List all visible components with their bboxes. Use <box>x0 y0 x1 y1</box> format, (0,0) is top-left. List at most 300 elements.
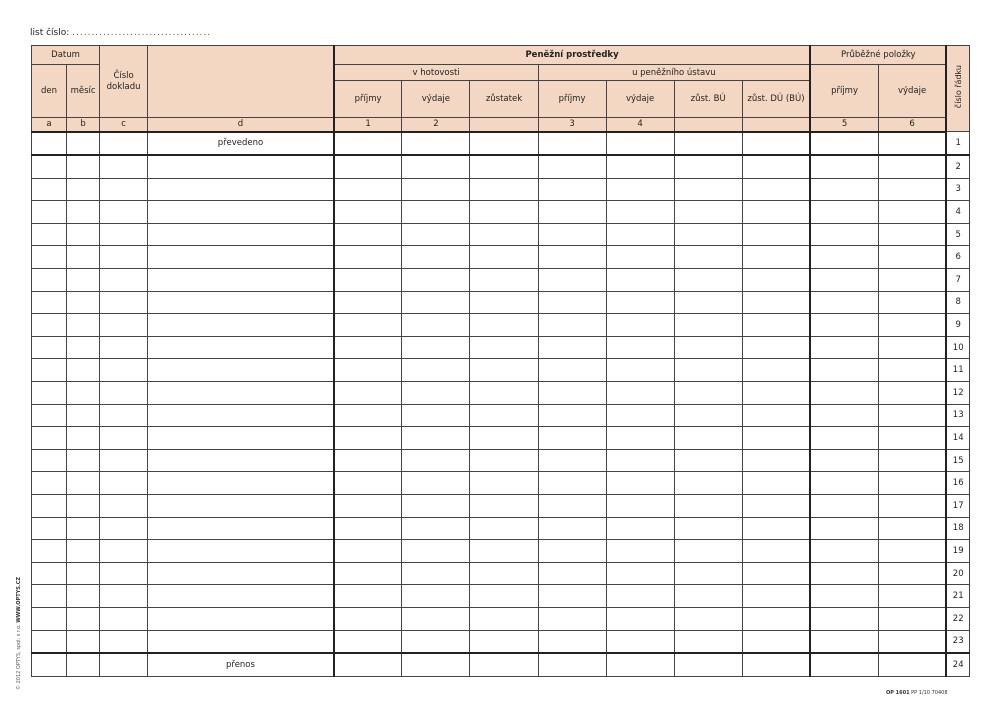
ledger-cell[interactable] <box>148 359 334 382</box>
ledger-cell[interactable] <box>148 314 334 337</box>
ledger-cell[interactable] <box>674 607 742 630</box>
ledger-cell[interactable] <box>878 495 946 518</box>
ledger-cell[interactable] <box>67 585 100 608</box>
ledger-cell[interactable] <box>674 449 742 472</box>
ledger-cell[interactable] <box>148 201 334 224</box>
ledger-cell[interactable] <box>402 178 470 201</box>
ledger-cell[interactable] <box>742 607 810 630</box>
ledger-cell[interactable] <box>148 382 334 405</box>
ledger-cell[interactable] <box>470 291 538 314</box>
ledger-cell[interactable] <box>148 223 334 246</box>
ledger-cell[interactable] <box>674 178 742 201</box>
ledger-cell[interactable] <box>810 314 878 337</box>
ledger-cell[interactable] <box>402 653 470 676</box>
ledger-cell[interactable] <box>742 178 810 201</box>
ledger-cell[interactable] <box>538 223 606 246</box>
ledger-cell[interactable] <box>32 404 67 427</box>
ledger-cell[interactable] <box>67 336 100 359</box>
ledger-cell[interactable] <box>878 246 946 269</box>
ledger-cell[interactable] <box>538 246 606 269</box>
ledger-cell[interactable] <box>538 427 606 450</box>
ledger-cell[interactable] <box>878 517 946 540</box>
ledger-cell[interactable] <box>742 449 810 472</box>
ledger-cell[interactable] <box>334 540 402 563</box>
ledger-cell-prenos[interactable]: přenos <box>148 653 334 676</box>
ledger-cell[interactable] <box>402 291 470 314</box>
ledger-cell[interactable] <box>100 314 148 337</box>
ledger-cell[interactable] <box>67 517 100 540</box>
ledger-cell[interactable] <box>538 630 606 653</box>
ledger-cell[interactable] <box>100 540 148 563</box>
ledger-cell[interactable] <box>148 269 334 292</box>
ledger-cell[interactable] <box>32 132 67 156</box>
ledger-cell[interactable] <box>674 630 742 653</box>
ledger-cell[interactable] <box>67 630 100 653</box>
ledger-cell[interactable] <box>67 223 100 246</box>
ledger-cell[interactable] <box>67 540 100 563</box>
ledger-cell-prevedeno[interactable]: převedeno <box>148 132 334 156</box>
ledger-cell[interactable] <box>674 132 742 156</box>
ledger-cell[interactable] <box>100 269 148 292</box>
ledger-cell[interactable] <box>538 449 606 472</box>
ledger-cell[interactable] <box>100 562 148 585</box>
ledger-cell[interactable] <box>148 540 334 563</box>
ledger-cell[interactable] <box>674 359 742 382</box>
ledger-cell[interactable] <box>810 427 878 450</box>
ledger-cell[interactable] <box>32 562 67 585</box>
ledger-cell[interactable] <box>470 562 538 585</box>
ledger-cell[interactable] <box>538 517 606 540</box>
ledger-cell[interactable] <box>742 314 810 337</box>
ledger-cell[interactable] <box>878 155 946 178</box>
ledger-cell[interactable] <box>67 269 100 292</box>
ledger-cell[interactable] <box>470 540 538 563</box>
ledger-cell[interactable] <box>402 585 470 608</box>
ledger-cell[interactable] <box>100 449 148 472</box>
ledger-cell[interactable] <box>538 585 606 608</box>
ledger-cell[interactable] <box>674 562 742 585</box>
ledger-cell[interactable] <box>606 562 674 585</box>
ledger-cell[interactable] <box>878 427 946 450</box>
ledger-cell[interactable] <box>810 517 878 540</box>
ledger-cell[interactable] <box>538 359 606 382</box>
ledger-cell[interactable] <box>334 472 402 495</box>
ledger-cell[interactable] <box>100 495 148 518</box>
ledger-cell[interactable] <box>538 314 606 337</box>
ledger-cell[interactable] <box>810 607 878 630</box>
ledger-cell[interactable] <box>148 495 334 518</box>
ledger-cell[interactable] <box>470 223 538 246</box>
ledger-cell[interactable] <box>810 201 878 224</box>
ledger-cell[interactable] <box>470 178 538 201</box>
ledger-cell[interactable] <box>100 132 148 156</box>
ledger-cell[interactable] <box>402 132 470 156</box>
ledger-cell[interactable] <box>742 472 810 495</box>
ledger-cell[interactable] <box>606 359 674 382</box>
ledger-cell[interactable] <box>402 607 470 630</box>
ledger-cell[interactable] <box>470 517 538 540</box>
ledger-cell[interactable] <box>878 630 946 653</box>
ledger-cell[interactable] <box>67 404 100 427</box>
ledger-cell[interactable] <box>810 562 878 585</box>
ledger-cell[interactable] <box>810 630 878 653</box>
ledger-cell[interactable] <box>67 178 100 201</box>
ledger-cell[interactable] <box>810 585 878 608</box>
ledger-cell[interactable] <box>878 132 946 156</box>
ledger-cell[interactable] <box>402 201 470 224</box>
ledger-cell[interactable] <box>742 517 810 540</box>
ledger-cell[interactable] <box>742 246 810 269</box>
ledger-cell[interactable] <box>100 653 148 676</box>
ledger-cell[interactable] <box>334 359 402 382</box>
ledger-cell[interactable] <box>148 427 334 450</box>
ledger-cell[interactable] <box>878 607 946 630</box>
ledger-cell[interactable] <box>100 607 148 630</box>
ledger-cell[interactable] <box>32 314 67 337</box>
ledger-cell[interactable] <box>878 269 946 292</box>
ledger-cell[interactable] <box>67 201 100 224</box>
ledger-cell[interactable] <box>334 132 402 156</box>
ledger-cell[interactable] <box>470 472 538 495</box>
ledger-cell[interactable] <box>742 562 810 585</box>
ledger-cell[interactable] <box>148 472 334 495</box>
ledger-cell[interactable] <box>100 359 148 382</box>
ledger-cell[interactable] <box>67 291 100 314</box>
ledger-cell[interactable] <box>606 585 674 608</box>
ledger-cell[interactable] <box>148 178 334 201</box>
ledger-cell[interactable] <box>402 540 470 563</box>
ledger-cell[interactable] <box>742 201 810 224</box>
ledger-cell[interactable] <box>810 336 878 359</box>
ledger-cell[interactable] <box>674 427 742 450</box>
ledger-cell[interactable] <box>606 269 674 292</box>
ledger-cell[interactable] <box>538 472 606 495</box>
ledger-cell[interactable] <box>878 562 946 585</box>
ledger-cell[interactable] <box>100 472 148 495</box>
ledger-cell[interactable] <box>810 223 878 246</box>
ledger-cell[interactable] <box>810 495 878 518</box>
ledger-cell[interactable] <box>470 404 538 427</box>
ledger-cell[interactable] <box>674 291 742 314</box>
ledger-cell[interactable] <box>334 427 402 450</box>
ledger-cell[interactable] <box>538 382 606 405</box>
ledger-cell[interactable] <box>470 269 538 292</box>
ledger-cell[interactable] <box>606 314 674 337</box>
ledger-cell[interactable] <box>674 472 742 495</box>
ledger-cell[interactable] <box>402 269 470 292</box>
ledger-cell[interactable] <box>810 269 878 292</box>
ledger-cell[interactable] <box>32 178 67 201</box>
ledger-cell[interactable] <box>538 155 606 178</box>
ledger-cell[interactable] <box>100 382 148 405</box>
ledger-cell[interactable] <box>674 223 742 246</box>
ledger-cell[interactable] <box>67 132 100 156</box>
ledger-cell[interactable] <box>810 472 878 495</box>
ledger-cell[interactable] <box>402 336 470 359</box>
ledger-cell[interactable] <box>402 382 470 405</box>
ledger-cell[interactable] <box>606 630 674 653</box>
ledger-cell[interactable] <box>100 178 148 201</box>
ledger-cell[interactable] <box>742 269 810 292</box>
ledger-cell[interactable] <box>674 585 742 608</box>
ledger-cell[interactable] <box>878 585 946 608</box>
ledger-cell[interactable] <box>100 427 148 450</box>
ledger-cell[interactable] <box>878 359 946 382</box>
ledger-cell[interactable] <box>742 653 810 676</box>
ledger-cell[interactable] <box>810 359 878 382</box>
ledger-cell[interactable] <box>148 404 334 427</box>
ledger-cell[interactable] <box>674 314 742 337</box>
ledger-cell[interactable] <box>606 382 674 405</box>
ledger-cell[interactable] <box>148 517 334 540</box>
ledger-cell[interactable] <box>878 382 946 405</box>
ledger-cell[interactable] <box>67 427 100 450</box>
ledger-cell[interactable] <box>470 155 538 178</box>
ledger-cell[interactable] <box>742 359 810 382</box>
ledger-cell[interactable] <box>674 404 742 427</box>
ledger-cell[interactable] <box>674 269 742 292</box>
ledger-cell[interactable] <box>32 653 67 676</box>
ledger-cell[interactable] <box>470 607 538 630</box>
ledger-cell[interactable] <box>334 495 402 518</box>
ledger-cell[interactable] <box>67 246 100 269</box>
ledger-cell[interactable] <box>334 607 402 630</box>
ledger-cell[interactable] <box>67 653 100 676</box>
ledger-cell[interactable] <box>878 223 946 246</box>
ledger-cell[interactable] <box>470 246 538 269</box>
ledger-cell[interactable] <box>32 495 67 518</box>
ledger-cell[interactable] <box>32 585 67 608</box>
ledger-cell[interactable] <box>742 382 810 405</box>
ledger-cell[interactable] <box>878 291 946 314</box>
ledger-cell[interactable] <box>148 562 334 585</box>
ledger-cell[interactable] <box>334 449 402 472</box>
ledger-cell[interactable] <box>742 155 810 178</box>
ledger-cell[interactable] <box>538 607 606 630</box>
ledger-cell[interactable] <box>334 201 402 224</box>
ledger-cell[interactable] <box>334 404 402 427</box>
ledger-cell[interactable] <box>148 630 334 653</box>
ledger-cell[interactable] <box>148 291 334 314</box>
ledger-cell[interactable] <box>538 404 606 427</box>
ledger-cell[interactable] <box>878 540 946 563</box>
ledger-cell[interactable] <box>810 155 878 178</box>
ledger-cell[interactable] <box>470 359 538 382</box>
ledger-cell[interactable] <box>334 246 402 269</box>
ledger-cell[interactable] <box>674 382 742 405</box>
ledger-cell[interactable] <box>100 336 148 359</box>
ledger-cell[interactable] <box>470 336 538 359</box>
ledger-cell[interactable] <box>402 630 470 653</box>
ledger-cell[interactable] <box>878 404 946 427</box>
ledger-cell[interactable] <box>742 291 810 314</box>
ledger-cell[interactable] <box>470 495 538 518</box>
ledger-cell[interactable] <box>674 201 742 224</box>
ledger-cell[interactable] <box>606 155 674 178</box>
ledger-cell[interactable] <box>878 201 946 224</box>
ledger-cell[interactable] <box>742 427 810 450</box>
ledger-cell[interactable] <box>402 495 470 518</box>
ledger-cell[interactable] <box>810 653 878 676</box>
ledger-cell[interactable] <box>334 269 402 292</box>
ledger-cell[interactable] <box>606 540 674 563</box>
ledger-cell[interactable] <box>606 472 674 495</box>
ledger-cell[interactable] <box>67 155 100 178</box>
ledger-cell[interactable] <box>334 314 402 337</box>
ledger-cell[interactable] <box>100 223 148 246</box>
ledger-cell[interactable] <box>334 178 402 201</box>
ledger-cell[interactable] <box>606 336 674 359</box>
ledger-cell[interactable] <box>67 562 100 585</box>
ledger-cell[interactable] <box>100 630 148 653</box>
ledger-cell[interactable] <box>606 517 674 540</box>
ledger-cell[interactable] <box>606 427 674 450</box>
ledger-cell[interactable] <box>538 495 606 518</box>
ledger-cell[interactable] <box>606 495 674 518</box>
ledger-cell[interactable] <box>742 495 810 518</box>
ledger-cell[interactable] <box>32 155 67 178</box>
ledger-cell[interactable] <box>67 495 100 518</box>
ledger-cell[interactable] <box>148 585 334 608</box>
ledger-cell[interactable] <box>32 291 67 314</box>
ledger-cell[interactable] <box>810 540 878 563</box>
ledger-cell[interactable] <box>32 382 67 405</box>
ledger-cell[interactable] <box>334 517 402 540</box>
ledger-cell[interactable] <box>470 201 538 224</box>
ledger-cell[interactable] <box>878 472 946 495</box>
ledger-cell[interactable] <box>742 223 810 246</box>
ledger-cell[interactable] <box>538 336 606 359</box>
ledger-cell[interactable] <box>674 540 742 563</box>
ledger-cell[interactable] <box>538 132 606 156</box>
ledger-cell[interactable] <box>67 472 100 495</box>
ledger-cell[interactable] <box>32 223 67 246</box>
ledger-cell[interactable] <box>402 246 470 269</box>
ledger-cell[interactable] <box>674 155 742 178</box>
ledger-cell[interactable] <box>810 291 878 314</box>
ledger-cell[interactable] <box>334 630 402 653</box>
ledger-cell[interactable] <box>470 382 538 405</box>
ledger-cell[interactable] <box>148 246 334 269</box>
ledger-cell[interactable] <box>334 382 402 405</box>
ledger-cell[interactable] <box>810 246 878 269</box>
ledger-cell[interactable] <box>878 178 946 201</box>
ledger-cell[interactable] <box>742 630 810 653</box>
ledger-cell[interactable] <box>148 155 334 178</box>
ledger-cell[interactable] <box>402 517 470 540</box>
ledger-cell[interactable] <box>100 201 148 224</box>
ledger-cell[interactable] <box>67 382 100 405</box>
ledger-cell[interactable] <box>878 449 946 472</box>
ledger-cell[interactable] <box>100 291 148 314</box>
ledger-cell[interactable] <box>100 517 148 540</box>
ledger-cell[interactable] <box>470 427 538 450</box>
ledger-cell[interactable] <box>810 178 878 201</box>
ledger-cell[interactable] <box>32 201 67 224</box>
ledger-cell[interactable] <box>334 562 402 585</box>
ledger-cell[interactable] <box>606 653 674 676</box>
ledger-cell[interactable] <box>67 607 100 630</box>
ledger-cell[interactable] <box>100 246 148 269</box>
ledger-cell[interactable] <box>674 336 742 359</box>
ledger-cell[interactable] <box>538 562 606 585</box>
ledger-cell[interactable] <box>148 449 334 472</box>
ledger-cell[interactable] <box>67 449 100 472</box>
ledger-cell[interactable] <box>334 223 402 246</box>
ledger-cell[interactable] <box>334 155 402 178</box>
ledger-cell[interactable] <box>32 246 67 269</box>
ledger-cell[interactable] <box>742 132 810 156</box>
ledger-cell[interactable] <box>402 223 470 246</box>
ledger-cell[interactable] <box>606 449 674 472</box>
ledger-cell[interactable] <box>674 246 742 269</box>
ledger-cell[interactable] <box>810 382 878 405</box>
ledger-cell[interactable] <box>32 359 67 382</box>
ledger-cell[interactable] <box>470 585 538 608</box>
ledger-cell[interactable] <box>538 178 606 201</box>
ledger-cell[interactable] <box>810 404 878 427</box>
ledger-cell[interactable] <box>402 359 470 382</box>
ledger-cell[interactable] <box>32 540 67 563</box>
ledger-cell[interactable] <box>606 607 674 630</box>
ledger-cell[interactable] <box>32 269 67 292</box>
ledger-cell[interactable] <box>100 404 148 427</box>
ledger-cell[interactable] <box>334 336 402 359</box>
ledger-cell[interactable] <box>470 314 538 337</box>
ledger-cell[interactable] <box>538 540 606 563</box>
ledger-cell[interactable] <box>148 336 334 359</box>
ledger-cell[interactable] <box>878 653 946 676</box>
ledger-cell[interactable] <box>606 178 674 201</box>
ledger-cell[interactable] <box>334 291 402 314</box>
ledger-cell[interactable] <box>32 427 67 450</box>
ledger-cell[interactable] <box>742 585 810 608</box>
ledger-cell[interactable] <box>878 314 946 337</box>
ledger-cell[interactable] <box>606 132 674 156</box>
ledger-cell[interactable] <box>100 155 148 178</box>
ledger-cell[interactable] <box>470 132 538 156</box>
ledger-cell[interactable] <box>606 223 674 246</box>
ledger-cell[interactable] <box>878 336 946 359</box>
ledger-cell[interactable] <box>100 585 148 608</box>
ledger-cell[interactable] <box>402 472 470 495</box>
ledger-cell[interactable] <box>402 155 470 178</box>
ledger-cell[interactable] <box>470 449 538 472</box>
ledger-cell[interactable] <box>606 404 674 427</box>
ledger-cell[interactable] <box>538 269 606 292</box>
ledger-cell[interactable] <box>742 540 810 563</box>
ledger-cell[interactable] <box>32 472 67 495</box>
ledger-cell[interactable] <box>538 653 606 676</box>
ledger-cell[interactable] <box>32 517 67 540</box>
ledger-cell[interactable] <box>402 449 470 472</box>
ledger-cell[interactable] <box>470 653 538 676</box>
ledger-cell[interactable] <box>402 314 470 337</box>
ledger-cell[interactable] <box>674 653 742 676</box>
ledger-cell[interactable] <box>742 336 810 359</box>
ledger-cell[interactable] <box>67 314 100 337</box>
ledger-cell[interactable] <box>402 427 470 450</box>
ledger-cell[interactable] <box>334 653 402 676</box>
ledger-cell[interactable] <box>538 201 606 224</box>
ledger-cell[interactable] <box>148 607 334 630</box>
ledger-cell[interactable] <box>674 517 742 540</box>
ledger-cell[interactable] <box>606 246 674 269</box>
ledger-cell[interactable] <box>32 336 67 359</box>
ledger-cell[interactable] <box>810 132 878 156</box>
ledger-cell[interactable] <box>470 630 538 653</box>
ledger-cell[interactable] <box>32 607 67 630</box>
